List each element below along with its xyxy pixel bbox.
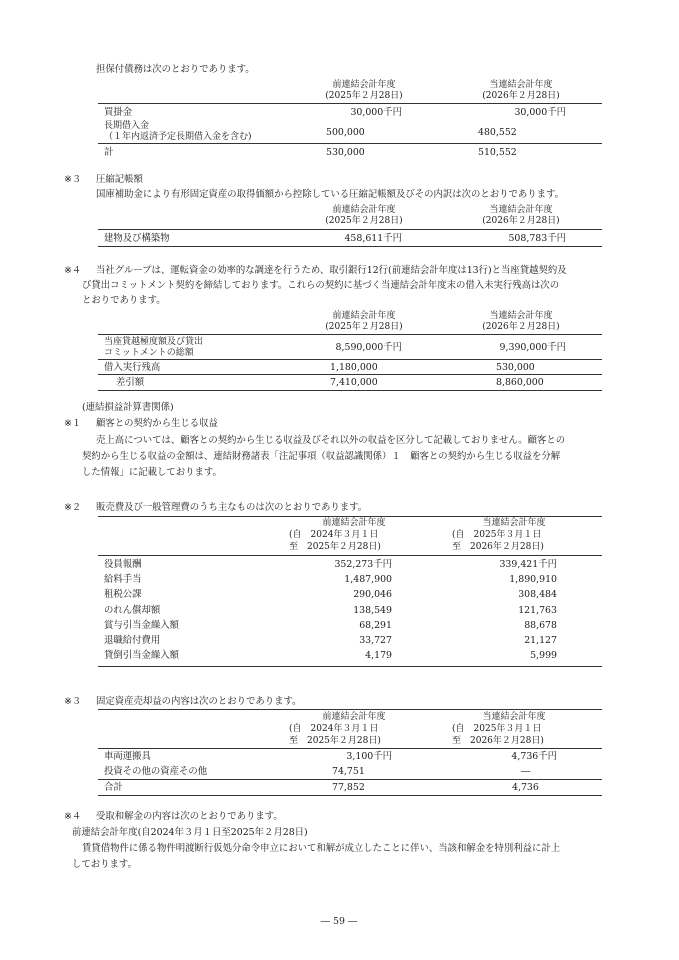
table-cell-curr: 9,390,000千円 — [499, 342, 566, 353]
table-row-label: 給料手当 — [104, 574, 142, 586]
table-cell-prev: 30,000千円 — [350, 107, 402, 118]
sga-col-prev-to: 至 2025年２月28日) — [289, 542, 381, 552]
table-cell-prev: 530,000 — [326, 147, 365, 158]
gain-col-curr-title: 当連結会計年度 — [482, 712, 546, 722]
table-row-label: 賞与引当金繰入額 — [104, 619, 180, 631]
overdraft-text-line: 当社グループは、運転資金の効率的な調達を行うため、取引銀行12行(前連結会計年度は13行)と当座貸越契約及 — [96, 265, 567, 276]
section-heading: (連結損益計算書関係) — [82, 402, 174, 413]
compression-col-prev: 前連結会計年度 (2025年２月28日) — [325, 205, 403, 226]
table-cell-curr: 21,127 — [524, 635, 557, 646]
table-cell-curr: 4,736 — [512, 782, 539, 793]
table-cell-curr: 121,763 — [518, 604, 557, 616]
table-cell-curr: 1,890,910 — [509, 574, 557, 586]
table-row-label: 車両運搬具 — [104, 751, 151, 762]
gain-col-prev-from: (自 2024年３月１日 — [289, 724, 379, 734]
sga-col-curr-to: 至 2026年２月28日) — [452, 542, 544, 552]
table-cell-curr: 339,421千円 — [499, 559, 557, 570]
table-cell-curr: 8,860,000 — [496, 377, 544, 388]
table-cell-prev: 1,180,000 — [330, 362, 378, 373]
overdraft-text-line: び貸出コミットメント契約を締結しております。これらの契約に基づく当連結会計年度末の借入未実行残高は次の — [82, 280, 560, 291]
table-cell-curr: 510,552 — [478, 147, 517, 158]
table-row-label: のれん償却額 — [104, 604, 161, 616]
table-cell-curr: 480,552 — [478, 127, 517, 138]
table-cell-prev: 33,727 — [359, 635, 392, 646]
page-number: ― 59 ― — [320, 916, 358, 927]
gain-col-curr-from: (自 2025年３月１日 — [452, 724, 542, 734]
table-row-label: 租税公課 — [104, 589, 142, 601]
sga-title: 販売費及び一般管理費のうち主なものは次のとおりであります。 — [96, 502, 368, 513]
table-cell-prev: 74,751 — [332, 766, 365, 777]
table-cell-prev: 352,273千円 — [334, 559, 392, 570]
table-cell-prev: 290,046 — [353, 589, 392, 601]
table-cell-prev: 1,487,900 — [344, 574, 392, 586]
overdraft-text-line: とおりであります。 — [82, 295, 166, 306]
note-mark: ※３ — [64, 174, 82, 185]
gain-col-prev-title: 前連結会計年度 — [322, 712, 386, 722]
table-row-label: 当座貸越極度額及び貸出 コミットメントの総額 — [104, 337, 204, 358]
note-mark: ※４ — [64, 811, 82, 822]
table-cell-curr: 88,678 — [524, 619, 557, 631]
table-row-label: 役員報酬 — [104, 559, 142, 570]
table-cell-prev: 7,410,000 — [330, 377, 378, 388]
table-cell-curr: 4,736千円 — [511, 751, 557, 762]
table-row-label: 差引額 — [116, 377, 145, 388]
table-row-label: 長期借入金 （１年内返済予定長期借入金を含む) — [104, 121, 252, 142]
note-mark: ※４ — [64, 265, 82, 276]
compression-col-curr: 当連結会計年度 (2026年２月28日) — [482, 205, 560, 226]
table-cell-prev: 458,611千円 — [344, 233, 402, 244]
compression-title: 圧縮記帳額 — [96, 174, 143, 185]
overdraft-col-curr: 当連結会計年度 (2026年２月28日) — [482, 311, 560, 332]
overdraft-col-prev: 前連結会計年度 (2025年２月28日) — [325, 311, 403, 332]
table-cell-prev: 138,549 — [353, 604, 392, 616]
sga-col-prev-title: 前連結会計年度 — [322, 518, 386, 528]
table-cell-prev: 8,590,000千円 — [335, 342, 402, 353]
secured-debt-col-curr: 当連結会計年度 (2026年２月28日) — [482, 80, 560, 101]
secured-debt-intro: 担保付債務は次のとおりであります。 — [96, 64, 255, 75]
settlement-period: 前連結会計年度(自2024年３月１日至2025年２月28日) — [72, 827, 308, 838]
revenue-text-line: 売上高については、顧客との契約から生じる収益及びそれ以外の収益を区分して記載しておりません。顧客との — [96, 435, 566, 446]
gain-col-prev-to: 至 2025年２月28日) — [289, 736, 381, 746]
table-row-label: 借入実行残高 — [104, 362, 161, 373]
table-cell-curr: 508,783千円 — [508, 233, 566, 244]
settlement-title: 受取和解金の内容は次のとおりであります。 — [96, 811, 283, 822]
table-row-label: 計 — [104, 147, 114, 158]
table-cell-curr: 30,000千円 — [514, 107, 566, 118]
revenue-text-line: 契約から生じる収益の金額は、連結財務諸表「注記事項（収益認識関係）１ 顧客との契約から生じる収益を分解 — [82, 451, 561, 462]
table-row-label: 退職給付費用 — [104, 635, 161, 646]
table-row-label: 建物及び構築物 — [104, 233, 170, 244]
table-row-label: 貸倒引当金繰入額 — [104, 650, 180, 662]
sga-col-curr-title: 当連結会計年度 — [482, 518, 546, 528]
table-cell-prev: 4,179 — [365, 650, 392, 662]
gain-col-curr-to: 至 2026年２月28日) — [452, 736, 544, 746]
gain-title: 固定資産売却益の内容は次のとおりであります。 — [96, 696, 302, 707]
revenue-text-line: した情報」に記載しております。 — [82, 467, 222, 478]
table-row-label: 投資その他の資産その他 — [104, 766, 208, 777]
revenue-title: 顧客との契約から生じる収益 — [96, 418, 218, 429]
settlement-text-line: 賃貸借物件に係る物件明渡断行仮処分命令申立において和解が成立したことに伴い、当該和解金を特別利益に計上 — [82, 843, 561, 854]
sga-col-curr-from: (自 2025年３月１日 — [452, 530, 542, 540]
table-row-label: 買掛金 — [104, 107, 133, 118]
table-cell-curr: 308,484 — [518, 589, 557, 601]
table-row-label: 合計 — [104, 782, 123, 793]
table-cell-prev: 68,291 — [359, 619, 392, 631]
compression-intro: 国庫補助金により有形固定資産の取得価額から控除している圧縮記帳額及びその内訳は次のとおりであります。 — [96, 189, 565, 200]
sga-col-prev-from: (自 2024年３月１日 — [289, 530, 379, 540]
note-mark: ※１ — [64, 418, 82, 429]
table-cell-curr: 530,000 — [496, 362, 535, 373]
secured-debt-col-prev: 前連結会計年度 (2025年２月28日) — [325, 80, 403, 101]
table-cell-prev: 3,100千円 — [346, 751, 392, 762]
settlement-text-line: しております。 — [72, 859, 137, 870]
note-mark: ※２ — [64, 502, 82, 513]
table-cell-prev: 500,000 — [326, 127, 365, 138]
table-cell-curr: ― — [521, 766, 531, 777]
table-cell-prev: 77,852 — [332, 782, 365, 793]
table-cell-curr: 5,999 — [530, 650, 557, 662]
note-mark: ※３ — [64, 696, 82, 707]
